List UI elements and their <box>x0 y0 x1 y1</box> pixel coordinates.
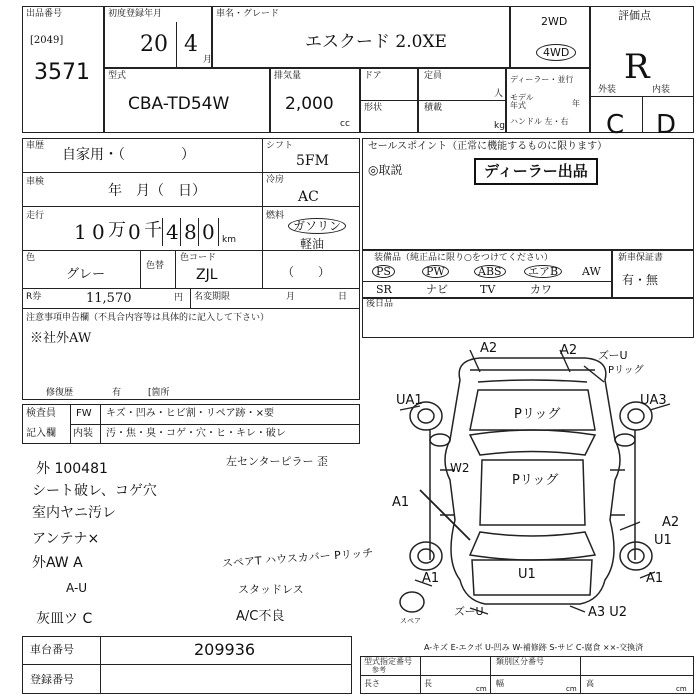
repaint-label: 色替 <box>146 261 165 271</box>
dmg-prug-roof: Pリッグ <box>512 473 559 488</box>
equip-sr: SR <box>376 283 392 296</box>
fw-label: FW <box>76 408 92 419</box>
height-label: 高 <box>586 679 594 688</box>
interior-label: 内装 <box>652 85 671 95</box>
dmg-u1-rear: U1 <box>518 567 536 582</box>
in-label: 内装 <box>73 428 93 439</box>
mileage-d3: 0 <box>128 220 141 244</box>
grade-label: 評価点 <box>618 9 651 22</box>
fuel-diesel: 軽油 <box>300 237 325 251</box>
mileage-sen: 千 <box>144 220 162 241</box>
in-items: 汚・焦・臭・コゲ・穴・ヒ・キレ・破レ <box>106 428 286 439</box>
color-code-label: 色コード <box>180 253 217 263</box>
name-change-day: 日 <box>338 292 348 302</box>
fuel-label: 燃料 <box>266 211 285 221</box>
equip-aw: AW <box>582 265 601 278</box>
type-spec-sub: 参考 <box>372 666 386 674</box>
model-name-label: 車名・グレード <box>216 9 280 19</box>
name-change-label: 名変期限 <box>194 292 231 302</box>
color-code: ZJL <box>196 267 218 283</box>
dealer-stamp: ディーラー出品 <box>474 158 598 185</box>
note-line-1: 外 100481 <box>36 461 108 477</box>
mileage-d5: 8 <box>184 220 197 244</box>
shape-label: 形状 <box>364 103 383 113</box>
inspector-label-2: 記入欄 <box>26 428 56 439</box>
equip-pw: PW <box>422 265 449 278</box>
mileage-d6: 0 <box>202 220 215 244</box>
displacement-unit: cc <box>340 119 350 129</box>
note-right-1: 左センターピラー 歪 <box>226 455 329 468</box>
dmg-a1-rl: A1 <box>422 571 440 586</box>
capacity-label: 定員 <box>424 71 443 81</box>
shift-value: 5FM <box>296 153 329 169</box>
displacement-value: 2,000 <box>285 94 334 114</box>
dmg-spare: スペア <box>400 617 421 625</box>
note-line-3: 室内ヤニ汚レ <box>32 505 116 521</box>
mileage-d1: 1 <box>74 220 87 244</box>
sales-point-label: セールスポイント（正常に機能するものに限ります） <box>368 141 608 152</box>
fuel-gasoline: ガソリン <box>288 218 346 234</box>
model-name-value: エスクード 2.0XE <box>305 32 447 52</box>
lot-code: [2049] <box>30 35 64 46</box>
dmg-prug-hood: Pリッグ <box>514 407 561 422</box>
model-year-unit: 年 <box>572 99 580 108</box>
type-value: CBA-TD54W <box>128 94 230 114</box>
recycle-value: 11,570 <box>86 291 132 306</box>
dmg-a2-left: A2 <box>480 341 498 356</box>
length-label-2: 長 <box>424 679 432 688</box>
inspector-label-1: 検査員 <box>26 408 56 419</box>
lot-number: 3571 <box>34 60 90 85</box>
grade-score: R <box>624 47 650 87</box>
aircon-label: 冷房 <box>266 175 285 185</box>
dmg-zuu-top: ズーU <box>598 349 628 362</box>
inspection-value: 年 月（ 日） <box>108 183 206 199</box>
mileage-label: 走行 <box>26 211 45 221</box>
door-label: ドア <box>364 71 382 81</box>
mileage-d4: 4 <box>166 220 179 244</box>
reg-no-label: 登録番号 <box>30 673 74 686</box>
dmg-a3-u2: A3 U2 <box>588 605 628 620</box>
name-change-month: 月 <box>286 292 296 302</box>
warranty-value: 有・無 <box>622 273 659 287</box>
note-line-7: 灰皿ツ C <box>36 611 93 627</box>
drive-2wd: 2WD <box>541 15 568 28</box>
note-line-5: 外AW A <box>32 555 83 571</box>
equip-leather: カワ <box>530 283 552 296</box>
dmg-zuu-bottom: ズーU <box>454 605 484 618</box>
load-label: 積載 <box>424 103 443 113</box>
dealer-label: ディーラー・並行 <box>510 75 574 84</box>
color-label: 色 <box>26 253 36 263</box>
note-right-4: A/C不良 <box>236 609 285 624</box>
first-reg-label: 初度登録年月 <box>108 9 163 19</box>
type-label: 型式 <box>108 71 127 81</box>
note-right-2: スペアT ハウスカバー Pリッチ <box>221 546 374 570</box>
interior-grade: D <box>656 110 677 140</box>
recycle-label: R券 <box>26 292 42 302</box>
history-value: 自家用・（ ） <box>62 147 195 163</box>
shift-label: シフト <box>266 141 294 151</box>
width-label: 幅 <box>496 679 504 688</box>
model-year-label: モデル年式 <box>510 93 534 110</box>
fw-items: キズ・凹み・ヒビ割・リペア跡・×要 <box>106 408 274 419</box>
note-line-4: アンテナ× <box>32 531 100 547</box>
mileage-unit: km <box>222 235 236 245</box>
dmg-u1-rf: U1 <box>654 533 672 548</box>
fuel-paren: （ ） <box>282 265 331 279</box>
equip-navi: ナビ <box>426 283 448 296</box>
note-line-2: シート破レ、コゲ穴 <box>32 483 157 499</box>
width-unit: cm <box>566 685 577 693</box>
repair-place: [箇所 <box>148 388 170 398</box>
length-unit: cm <box>476 685 487 693</box>
car-no-value: 209936 <box>194 640 256 659</box>
equip-tv: TV <box>480 283 496 296</box>
lot-label: 出品番号 <box>26 9 63 19</box>
exterior-grade: C <box>606 110 625 140</box>
note-right-3: スタッドレス <box>238 583 304 596</box>
mileage-d2: 0 <box>92 220 105 244</box>
dmg-ua1: UA1 <box>396 393 423 408</box>
equip-ps: PS <box>372 265 395 278</box>
car-no-label: 車台番号 <box>30 643 74 656</box>
displacement-label: 排気量 <box>274 71 302 81</box>
seat-label: 後日品 <box>366 299 394 309</box>
mileage-man: 万 <box>108 220 126 241</box>
handle-label: ハンドル 左・右 <box>510 117 569 126</box>
length-label: 長さ <box>364 679 380 688</box>
dmg-a2-right: A2 <box>560 343 578 358</box>
dmg-ua3: UA3 <box>640 393 667 408</box>
exterior-label: 外装 <box>598 85 617 95</box>
capacity-unit: 人 <box>494 89 504 99</box>
first-reg-year: 20 <box>140 32 168 57</box>
warranty-label: 新車保証書 <box>618 253 664 263</box>
dmg-w2: W2 <box>450 461 470 475</box>
history-label: 車歴 <box>26 141 45 151</box>
note-line-6: A-U <box>66 581 88 595</box>
equip-airbag: エアB <box>524 265 562 278</box>
dmg-prug-top: Pリッグ <box>608 365 644 376</box>
equip-abs: ABS <box>474 265 506 278</box>
first-reg-month-unit: 月 <box>203 55 213 65</box>
dmg-a2-rf: A2 <box>662 515 680 530</box>
inspection-label: 車検 <box>26 177 45 187</box>
recycle-unit: 円 <box>174 293 184 303</box>
aircon-value: AC <box>298 189 319 205</box>
color-value: グレー <box>66 267 106 282</box>
notes-label: 注意事項申告欄（不具合内容等は具体的に記入して下さい） <box>26 313 270 323</box>
load-unit: kg <box>494 121 505 131</box>
drive-4wd: 4WD <box>536 44 576 61</box>
notes-value: ※社外AW <box>30 331 92 346</box>
repair-label: 修復歴 <box>46 388 74 398</box>
class-label: 類別区分番号 <box>496 657 544 666</box>
damage-legend: A-キズ E-エクボ U-凹み W-補修跡 S-サビ C-腐食 ××-交換済 <box>424 643 644 652</box>
repair-value: 有 <box>112 388 122 398</box>
dmg-a1-right: A1 <box>646 571 664 586</box>
type-spec-label: 型式指定番号 <box>364 657 412 666</box>
equipment-label: 装備品（純正品に限り○をつけてください） <box>374 253 553 263</box>
manual-mark: ◎取説 <box>368 163 403 177</box>
first-reg-month: 4 <box>184 32 198 57</box>
height-unit: cm <box>676 685 687 693</box>
dmg-a1-left: A1 <box>392 495 410 510</box>
